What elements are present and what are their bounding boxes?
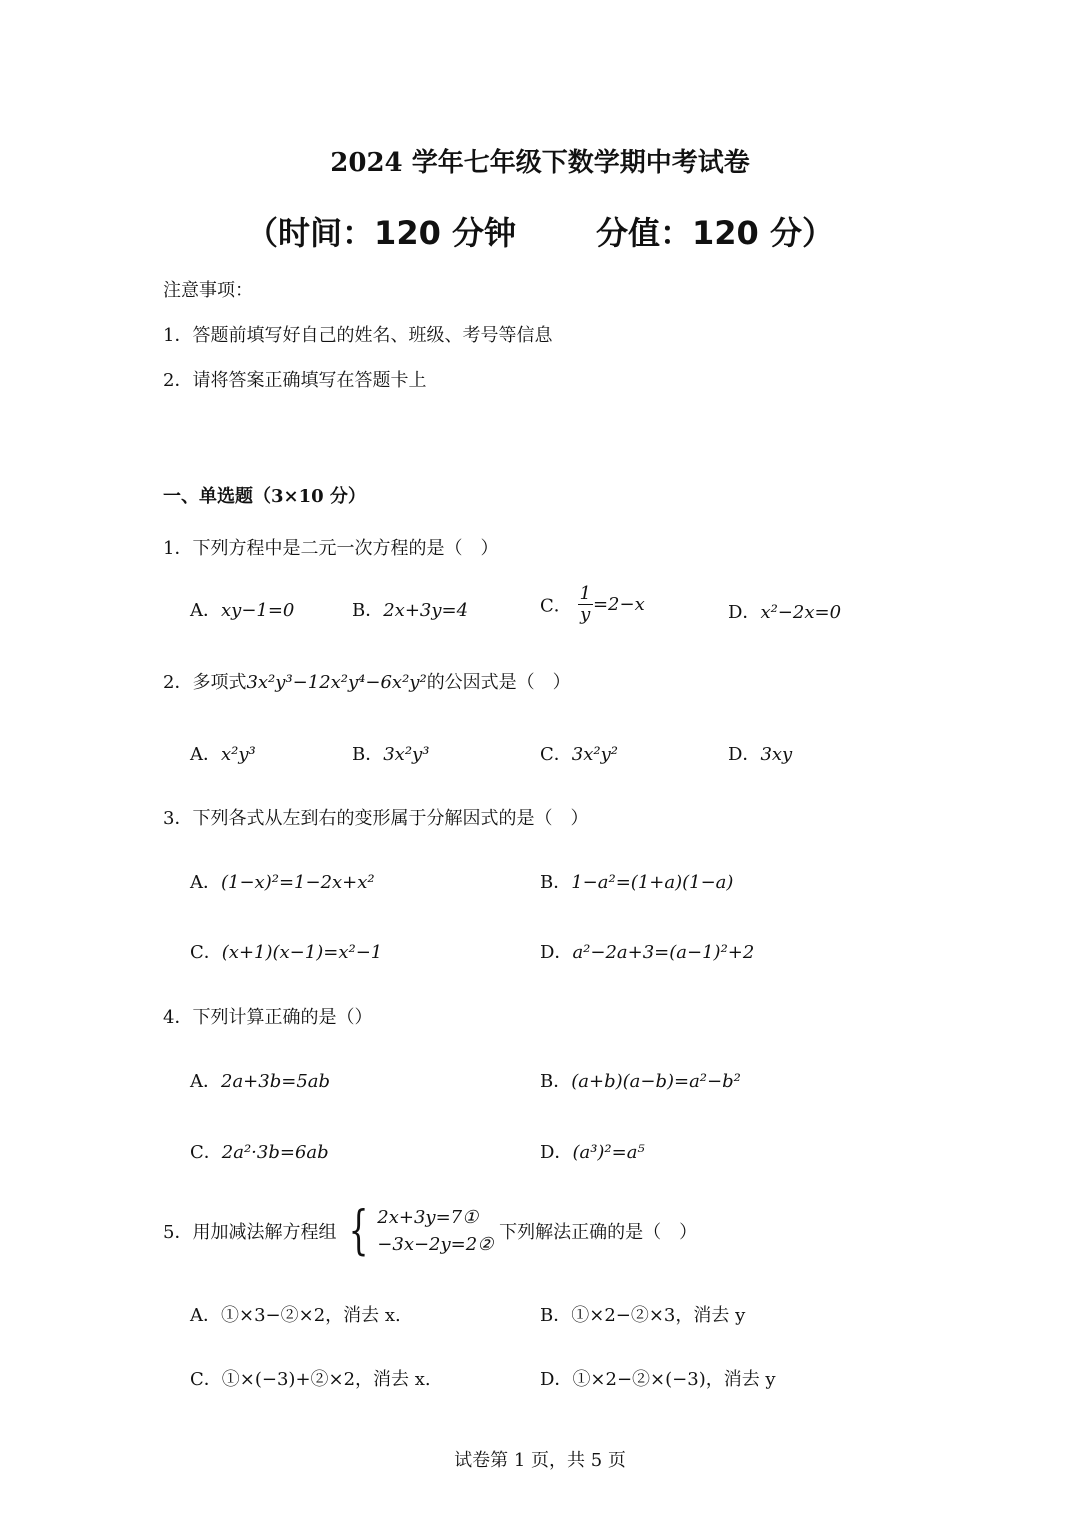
question-4-option-c: C．2a²·3b=6ab — [190, 1142, 329, 1163]
question-2-option-b: B．3x²y³ — [352, 744, 430, 765]
question-4-option-d: D．(a³)²=a⁵ — [540, 1142, 645, 1163]
exam-time: （时间：120 分钟 — [246, 214, 516, 252]
question-3-option-a: A．(1−x)²=1−2x+x² — [190, 872, 375, 893]
question-2-stem: 2．多项式3x²y³−12x²y⁴−6x²y²的公因式是（ ） — [163, 672, 571, 693]
question-1-option-d: D．x²−2x=0 — [728, 602, 842, 623]
question-5-stem: 5．用加减法解方程组 { 2x+3y=7① −3x−2y=2② 下列解法正确的是（ ） — [163, 1201, 698, 1261]
question-4-option-b: B．(a+b)(a−b)=a²−b² — [540, 1071, 741, 1092]
question-3-option-b: B．1−a²=(1+a)(1−a) — [540, 872, 734, 893]
question-1-option-c: C． $\frac{1}{y}$ =2−x — [540, 583, 645, 625]
brace-icon: { — [348, 1201, 369, 1261]
question-3-stem: 3．下列各式从左到右的变形属于分解因式的是（ ） — [163, 808, 589, 829]
notes-heading: 注意事项： — [163, 280, 253, 301]
question-3-option-d: D．a²−2a+3=(a−1)²+2 — [540, 942, 755, 963]
question-4-stem: 4．下列计算正确的是（） — [163, 1007, 373, 1028]
question-1-option-a: A．xy−1=0 — [190, 600, 295, 621]
question-1-stem: 1．下列方程中是二元一次方程的是（ ） — [163, 538, 499, 559]
note-item: 1．答题前填写好自己的姓名、班级、考号等信息 — [163, 325, 553, 346]
question-2-option-a: A．x²y³ — [190, 744, 256, 765]
question-2-option-c: C．3x²y² — [540, 744, 618, 765]
section-title: 一、单选题（3×10 分） — [163, 486, 366, 507]
question-5-option-b: B．①×2−②×3，消去 y — [540, 1305, 746, 1326]
question-5-option-a: A．①×3−②×2，消去 x. — [190, 1305, 401, 1326]
question-4-option-a: A．2a+3b=5ab — [190, 1071, 331, 1092]
question-3-option-c: C．(x+1)(x−1)=x²−1 — [190, 942, 383, 963]
exam-subtitle — [0, 208, 1080, 254]
question-2-option-d: D．3xy — [728, 744, 793, 765]
question-5-option-d: D．①×2−②×(−3)，消去 y — [540, 1369, 776, 1390]
note-item: 2．请将答案正确填写在答题卡上 — [163, 370, 427, 391]
question-1-option-b: B．2x+3y=4 — [352, 600, 469, 621]
question-5-option-c: C．①×(−3)+②×2，消去 x. — [190, 1369, 431, 1390]
fraction: $\frac{1}{y}$ — [579, 583, 591, 625]
exam-title: 2024 学年七年级下数学期中考试卷 — [330, 148, 750, 178]
page-footer: 试卷第 1 页，共 5 页 — [454, 1450, 626, 1471]
equation-system: { 2x+3y=7① −3x−2y=2② — [348, 1201, 494, 1261]
exam-score: 分值：120 分） — [596, 214, 834, 252]
